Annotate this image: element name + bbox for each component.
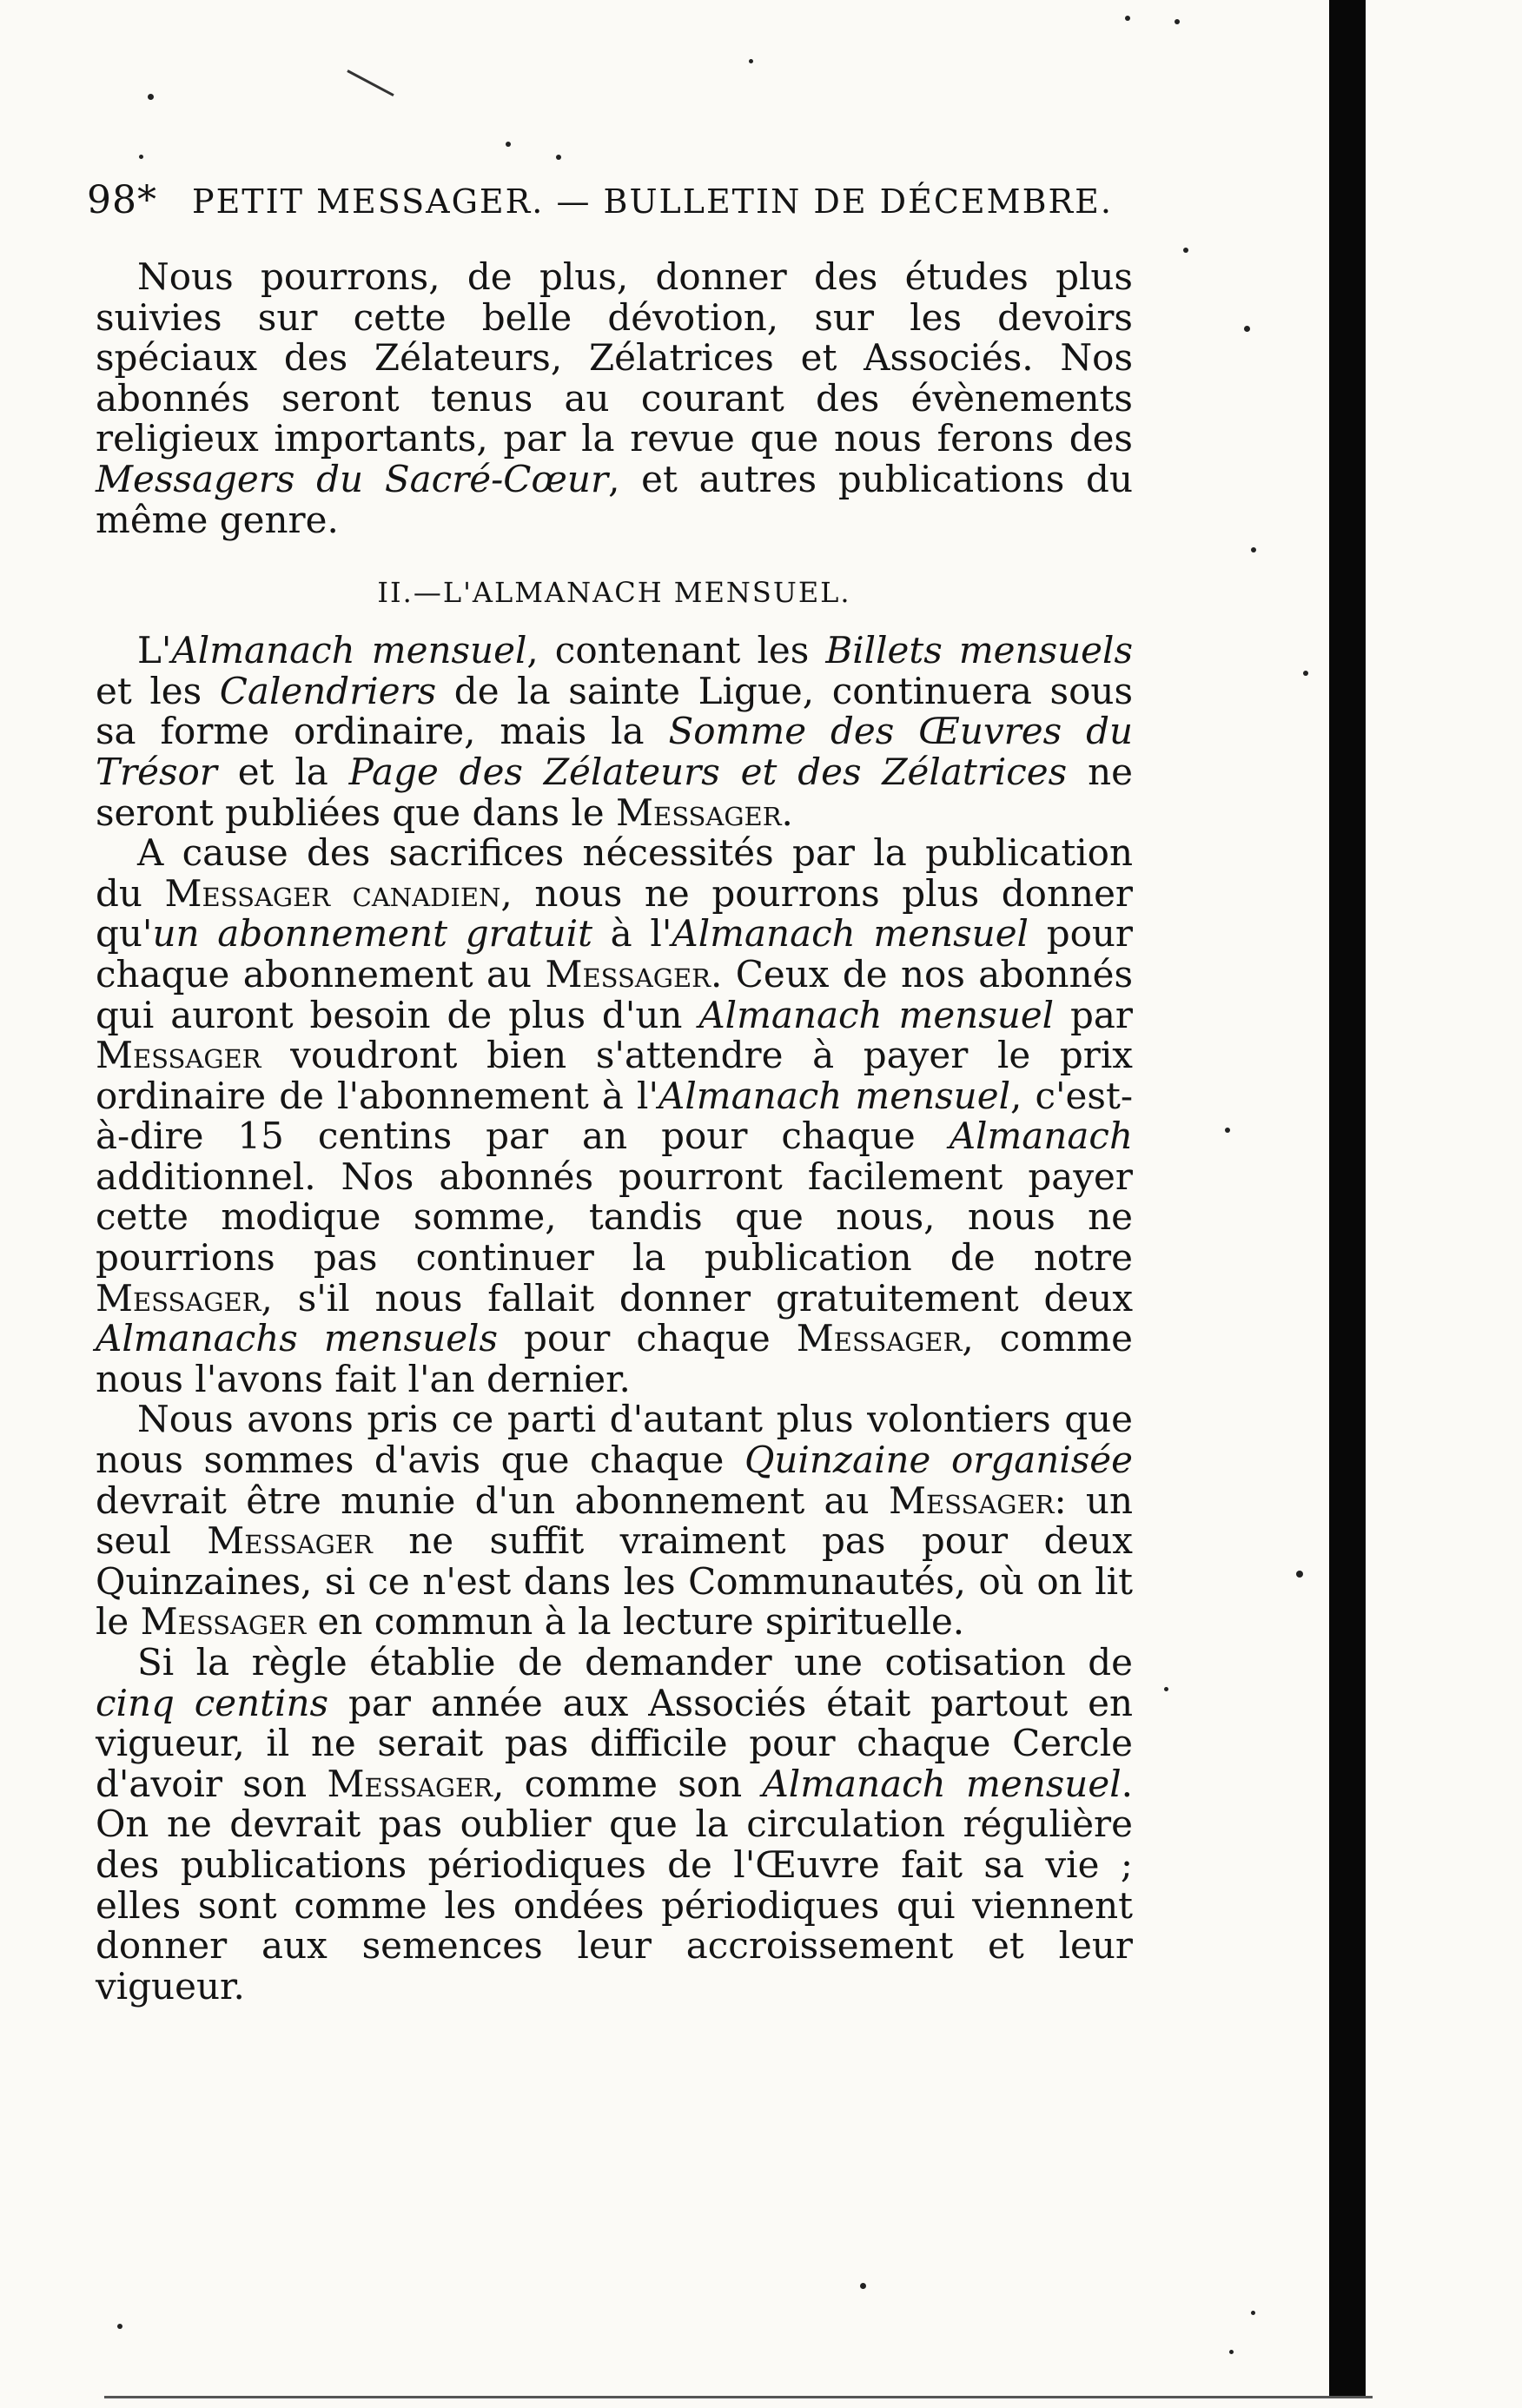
paragraph: A cause des sacrifices nécessités par la publication du Messager canadien, nous ne pourrons plus donner qu'un abonnement gratuit à l'Almanach mensuel pour chaque abonnement au Messager. Ceux de nos abonnés qui auront besoin de plus d'un Almanach mensuel par Messager voudront bien s'attendre à payer le prix ordinaire de l'abonnement à l'Almanach mensuel, c'est-à-dire 15 centins par an pour chaque Almanach additionnel. Nos abonnés pourront facilement payer cette modique somme, tandis que nous, nous ne pourrions pas continuer la publication de notre Messager, s'il nous fallait donner gratuitement deux Almanachs mensuels pour chaque Messager, comme nous l'avons fait l'an dernier. xyxy=(96,831,1134,1400)
scan-speck xyxy=(1175,19,1180,24)
body-text xyxy=(96,257,1133,2007)
page-edge-shadow xyxy=(1329,0,1366,2398)
paragraph: L'Almanach mensuel, contenant les Billets mensuels et les Calendriers de la sainte Ligue, continuera sous sa forme ordinaire, mais la Somme des Œuvres du Trésor et la Page des Zélateurs et des Zélatrices ne seront publiées que dans le Messager. xyxy=(96,629,1134,834)
scan-speck xyxy=(1225,1128,1230,1133)
scan-speck xyxy=(506,142,511,147)
bottom-edge-line xyxy=(104,2396,1373,2398)
page-number: 98* xyxy=(87,178,157,222)
scan-speck xyxy=(1244,326,1250,332)
scan-speck xyxy=(117,2324,122,2329)
scan-speck xyxy=(1164,1687,1168,1691)
scan-speck xyxy=(1296,1571,1303,1578)
page-edge-gap xyxy=(1371,0,1381,2398)
scan-speck xyxy=(1229,2350,1234,2354)
scan-speck xyxy=(1303,671,1308,676)
scan-speck xyxy=(1183,248,1188,253)
scan-speck xyxy=(1125,16,1130,21)
section-heading: II.—L'ALMANACH MENSUEL. xyxy=(377,576,851,610)
running-title: PETIT MESSAGER. — BULLETIN DE DÉCEMBRE. xyxy=(192,182,1113,221)
scan-speck xyxy=(1251,547,1256,552)
scan-speck xyxy=(139,155,143,159)
scan-speck xyxy=(749,59,753,63)
scan-speck xyxy=(148,94,154,100)
scan-speck xyxy=(1251,2311,1255,2315)
paragraph: Nous pourrons, de plus, donner des études plus suivies sur cette belle dévotion, sur les devoirs spéciaux des Zélateurs, Zélatrices et Associés. Nos abonnés seront tenus au courant des évènements religieux importants, par la revue que nous ferons des Messagers du Sacré-Cœur, et autres publications du même genre. xyxy=(96,255,1133,541)
scan-speck xyxy=(556,155,561,160)
scan-stroke-mark xyxy=(347,69,394,96)
running-header xyxy=(87,178,1129,222)
paragraph: Nous avons pris ce parti d'autant plus volontiers que nous sommes d'avis que chaque Quinzaine organisée devrait être munie d'un abonnement au Messager: un seul Messager ne suffit vraiment pas pour deux Quinzaines, si ce n'est dans les Communautés, où on lit le Messager en commun à la lecture spirituelle. xyxy=(96,1398,1133,1644)
scan-speck xyxy=(860,2283,866,2289)
paragraph: Si la règle établie de demander une cotisation de cinq centins par année aux Associés était partout en vigueur, il ne serait pas difficile pour chaque Cercle d'avoir son Messager, comme son Almanach mensuel. On ne devrait pas oublier que la circulation régulière des publications périodiques de l'Œuvre fait sa vie ; elles sont comme les ondées périodiques qui viennent donner aux semences leur accroissement et leur vigueur. xyxy=(96,1641,1134,2008)
